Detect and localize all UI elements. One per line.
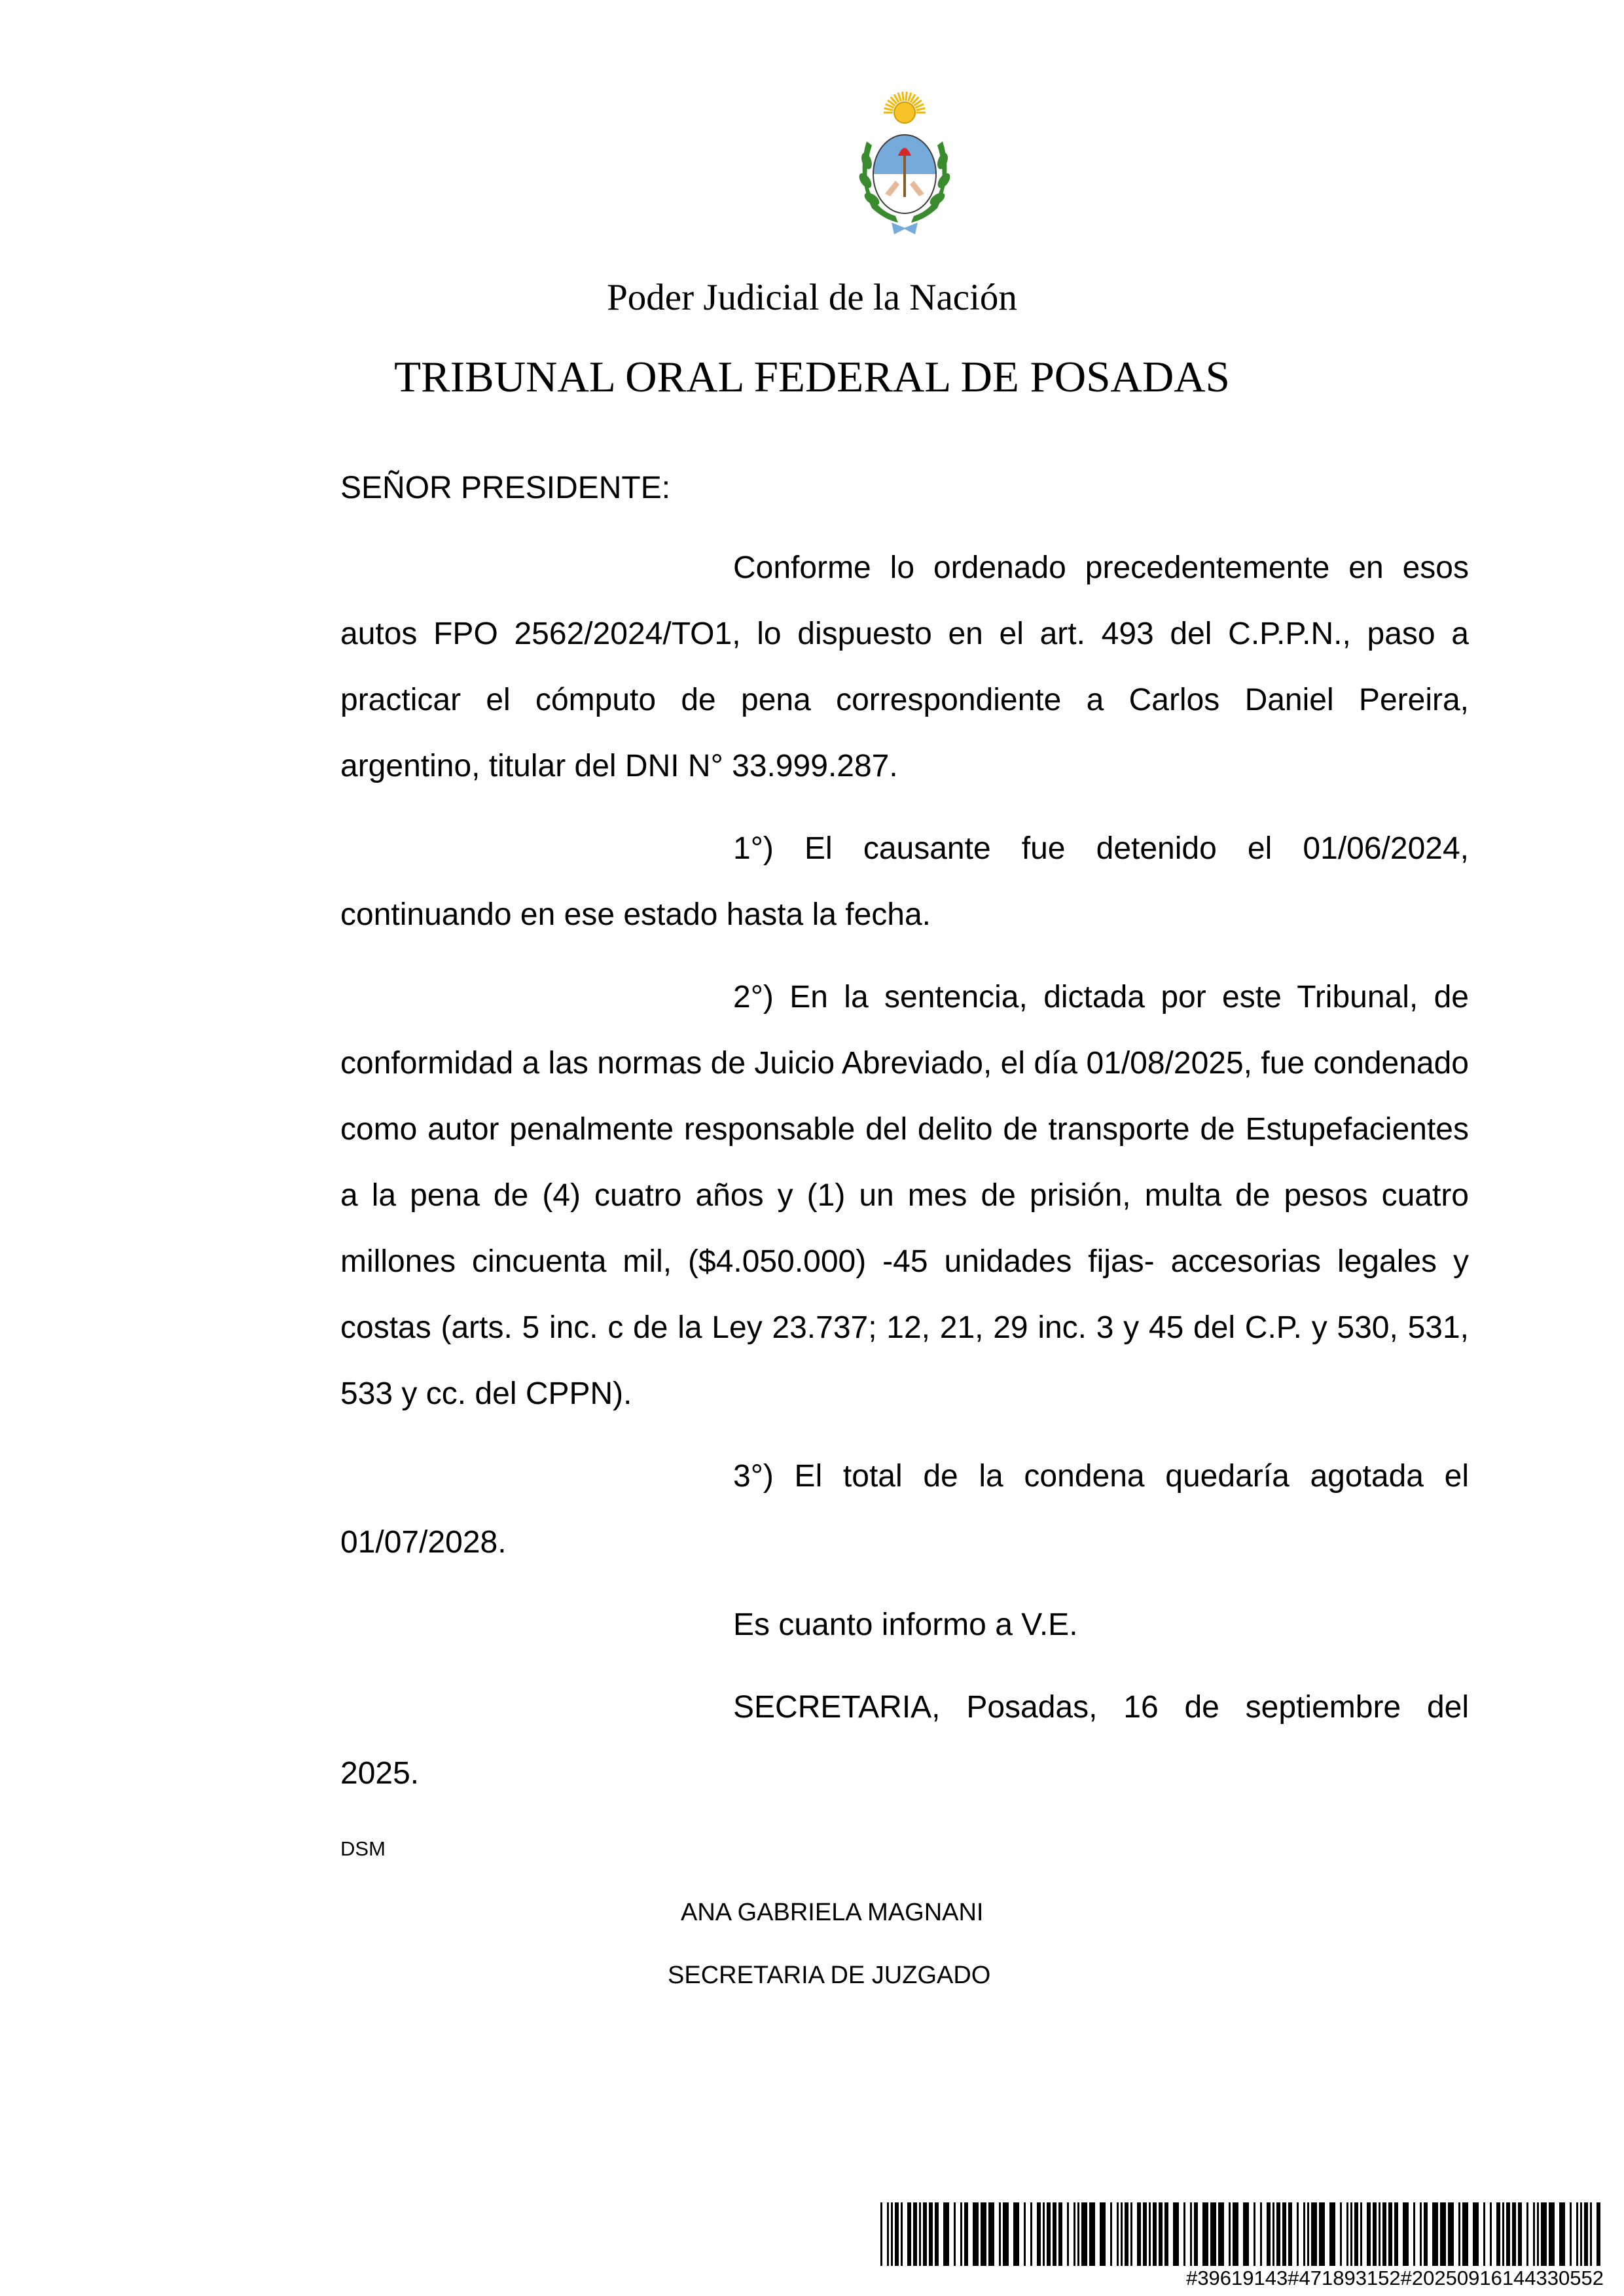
- salutation: SEÑOR PRESIDENTE:: [340, 471, 671, 505]
- intro-paragraph: Conforme lo ordenado precedentemente en esos autos FPO 2562/2024/TO1, lo dispuesto en el art. 493 del C.P.P.N., paso a practicar el cómputo de pena correspondiente a Carlos Daniel Pereira, argentino, titular del DNI N° 33.999.287.: [340, 550, 1469, 783]
- judiciary-header: Poder Judicial de la Nación: [607, 277, 1017, 318]
- closing-paragraph: Es cuanto informo a V.E.: [733, 1607, 1078, 1642]
- oval-shield-icon: [872, 134, 937, 215]
- signatory-name: ANA GABRIELA MAGNANI: [681, 1899, 984, 1926]
- ribbon-icon: [892, 223, 918, 234]
- sun-icon: [884, 92, 926, 123]
- place-date-paragraph: SECRETARIA, Posadas, 16 de septiembre del 2025.: [340, 1690, 1469, 1791]
- barcode-number: #39619143#471893152#20250916144330552: [1186, 2267, 1604, 2289]
- item-2-paragraph: 2°) En la sentencia, dictada por este Tribunal, de conformidad a las normas de Juicio Abreviado, el día 01/08/2025, fue condenado como autor penalmente responsable del delito de transporte de Estupefacientes a la pena de (4) cuatro años y (1) un mes de prisión, multa de pesos cuatro millones cincuenta mil, ($4.050.000) -45 unidades fijas- accesorias legales y costas (arts. 5 inc. c de la Ley 23.737; 12, 21, 29 inc. 3 y 45 del C.P. y 530, 531, 533 y cc. del CPPN).: [340, 980, 1469, 1411]
- initials: DSM: [340, 1837, 386, 1860]
- barcode-icon: [880, 2202, 1604, 2266]
- item-3-paragraph: 3°) El total de la condena quedaría agotada el 01/07/2028.: [340, 1459, 1469, 1560]
- signatory-title: SECRETARIA DE JUZGADO: [668, 1962, 991, 1989]
- tribunal-header: TRIBUNAL ORAL FEDERAL DE POSADAS: [394, 353, 1230, 401]
- item-1-paragraph: 1°) El causante fue detenido el 01/06/2024, continuando en ese estado hasta la fecha.: [340, 831, 1469, 932]
- coat-of-arms-emblem: [852, 82, 957, 238]
- letter-body: [340, 535, 1469, 1806]
